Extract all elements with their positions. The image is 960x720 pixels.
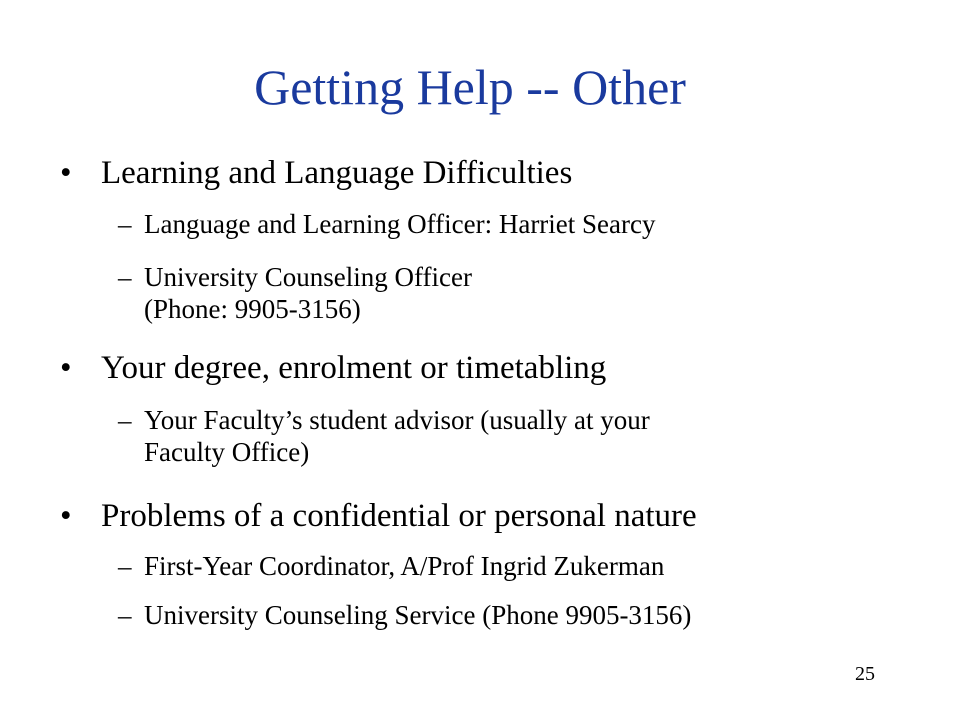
page-number: 25 — [855, 663, 875, 685]
bullet-icon: • — [60, 350, 72, 386]
sub-bullet-line: University Counseling Officer — [144, 262, 472, 292]
bullet-heading: Problems of a confidential or personal nature — [101, 498, 697, 534]
bullet-icon: • — [60, 498, 72, 534]
dash-icon: – — [118, 600, 132, 630]
sub-bullet-line: Faculty Office) — [144, 437, 310, 467]
sub-bullet-line: Language and Learning Officer: Harriet Searcy — [144, 209, 656, 239]
dash-icon: – — [118, 405, 132, 435]
bullet-heading: Learning and Language Difficulties — [101, 155, 573, 191]
dash-icon: – — [118, 262, 132, 292]
slide-title: Getting Help -- Other — [254, 59, 686, 115]
sub-bullet-line: (Phone: 9905-3156) — [144, 294, 361, 324]
sub-bullet-line: Your Faculty’s student advisor (usually at your — [144, 405, 650, 435]
bullet-heading: Your degree, enrolment or timetabling — [101, 350, 607, 386]
bullet-icon: • — [60, 155, 72, 191]
dash-icon: – — [118, 551, 132, 581]
sub-bullet-line: First-Year Coordinator, A/Prof Ingrid Zukerman — [144, 551, 665, 581]
sub-bullet-line: University Counseling Service (Phone 9905-3156) — [144, 600, 692, 630]
dash-icon: – — [118, 209, 132, 239]
